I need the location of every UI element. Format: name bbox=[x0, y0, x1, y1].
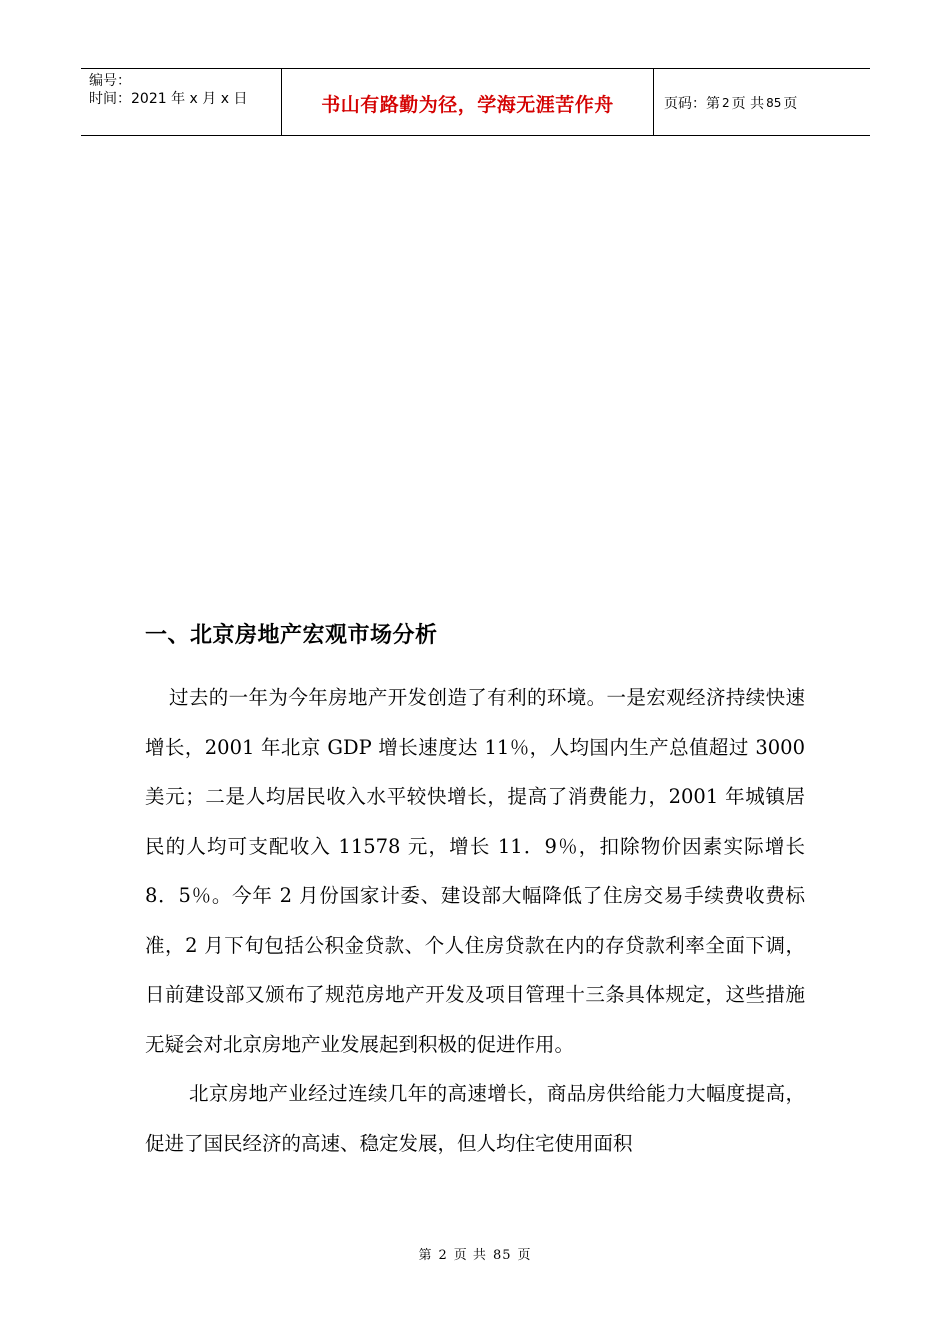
body-paragraph: 过去的一年为今年房地产开发创造了有利的环境。一是宏观经济持续快速增长，2001 年北京 GDP 增长速度达 11％，人均国内生产总值超过 3000 美元；二是人均居民收入水平较快增长，提高了消费能力，2001 年城镇居民的人均可支配收入 11578 元，增长 11．9％，扣除物价因素实际增长 8．5％。今年 2 月份国家计委、建设部大幅降低了住房交易手续费收费标准，2 月下旬包括公积金贷款、个人住房贷款在内的存贷款利率全面下调，日前建设部又颁布了规范房地产开发及项目管理十三条具体规定，这些措施无疑会对北京房地产业发展起到积极的促进作用。 bbox=[145, 686, 805, 1056]
page-footer bbox=[0, 1244, 950, 1263]
footer-prefix: 第 bbox=[418, 1248, 433, 1263]
header-page-prefix: 页码：第 bbox=[664, 96, 720, 112]
header-meta-cell bbox=[81, 69, 282, 135]
body-paragraph: 北京房地产业经过连续几年的高速增长，商品房供给能力大幅度提高，促进了国民经济的高速、稳定发展，但人均住宅使用面积 bbox=[145, 1082, 805, 1155]
date-label: 时间：2021 年 x 月 x 日 bbox=[89, 91, 248, 107]
header-page-middle: 页 共 bbox=[731, 96, 765, 112]
header-page-suffix: 页 bbox=[783, 96, 798, 112]
header-motto: 书山有路勤为径，学海无涯苦作舟 bbox=[321, 93, 614, 116]
footer-page-current: 2 bbox=[438, 1248, 448, 1263]
serial-number-label: 编号： bbox=[89, 73, 131, 89]
header-page-total: 85 bbox=[766, 96, 782, 110]
header-motto-cell bbox=[282, 69, 654, 135]
footer-suffix: 页 bbox=[517, 1248, 532, 1263]
document-body bbox=[145, 612, 805, 1168]
header-page-cell bbox=[654, 69, 870, 135]
section-heading: 一、北京房地产宏观市场分析 bbox=[145, 623, 438, 648]
page-header bbox=[81, 68, 870, 136]
header-page-current: 2 bbox=[722, 96, 730, 110]
footer-page-total: 85 bbox=[492, 1248, 512, 1263]
footer-middle: 页 共 bbox=[453, 1248, 487, 1263]
